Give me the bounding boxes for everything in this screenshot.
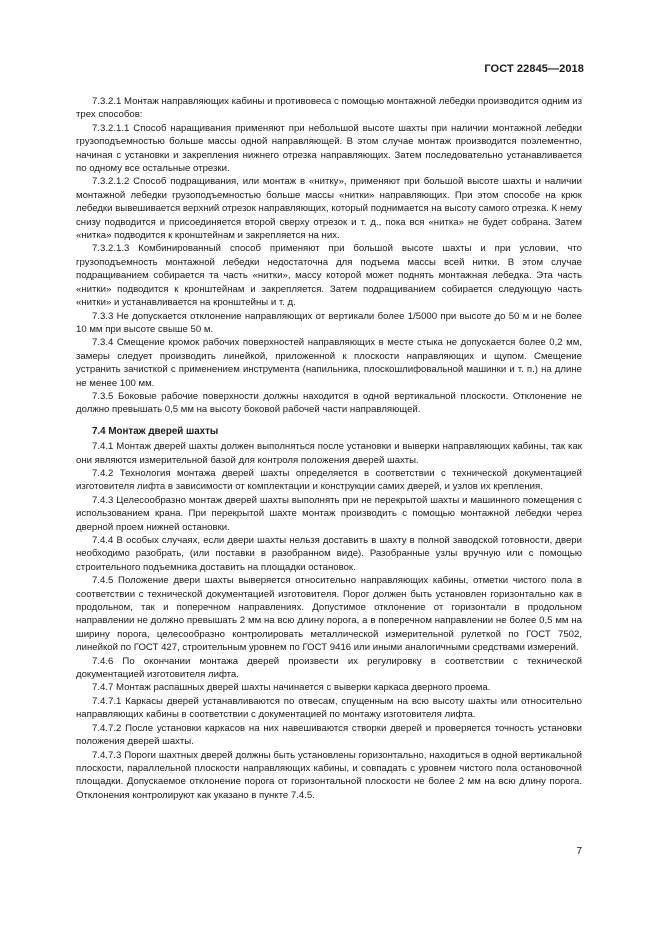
page-number: 7 [576, 846, 582, 857]
paragraph-7-3-2-1-1: 7.3.2.1.1 Способ наращивания применяют при небольшой высоте шахты при наличии монтажной лебедки грузоподъемностью больше массы одной направляющей. В этом случае монтаж производится поэлементно, начиная с установки и закрепления нижнего отрезка направляющих. Затем последовательно устанавливается по одному все остальные отрезки. [76, 122, 582, 175]
paragraph-7-4-7: 7.4.7 Монтаж распашных дверей шахты начинается с выверки каркаса дверного проема. [92, 682, 491, 694]
paragraph-7-4-7-1: 7.4.7.1 Каркасы дверей устанавливаются по отвесам, спущенным на всю высоту шахты или относительно направляющих кабины в соответствии с документацией по монтажу изготовителя лифта. [76, 695, 582, 721]
paragraph-7-3-4: 7.3.4 Смещение кромок рабочих поверхностей направляющих в месте стыка не допускается более 0,2 мм, замеры следует производить линейкой, приложенной к плоскости направляющих и щупом. Смещение устранить зачисткой с применением инструмента (напильника, плоскошлифовальной машинки и т. п.) на длине не менее 100 мм. [76, 337, 582, 389]
paragraph-7-3-5: 7.3.5 Боковые рабочие поверхности должны находится в одной вертикальной плоскости. Отклонение не должно превышать 0,5 мм на высоту боковой рабочей части направляющей. [76, 390, 582, 416]
paragraph-7-4-5: 7.4.5 Положение двери шахты выверяется относительно направляющих кабины, отметки чистого пола в соответствии с технической документацией изготовителя. Порог должен быть установлен горизонтально как в продольном, так и поперечном направлениях. Допустимое отклонение от горизонтали в продольном направлении не должно превышать 2 мм на всю длину порога, а в поперечном направлении не более 0,5 мм на ширину порога, целесообразно контролировать металлической измерительной рулеткой по ГОСТ 7502, линейкой по ГОСТ 427, строительным уровнем по ГОСТ 9416 или иными аналогичными средствами измерений. [76, 575, 582, 654]
paragraph-7-4-1: 7.4.1 Монтаж дверей шахты должен выполняться после установки и выверки направляющих кабины, так как они являются измерительной базой для контроля положения дверей шахты. [76, 441, 582, 466]
paragraph-7-4-7-3: 7.4.7.3 Пороги шахтных дверей должны быть установлены горизонтально, находиться в одной вертикальной плоскости, параллельной плоскости направляющих кабины, и совпадать с уровнем чистого пола остановочной площадки. Допускаемое отклонение порога от горизонтальной плоскости не более 2 мм на всю длину порога. Отклонения контролируют как указано в пункте 7.4.5. [76, 749, 582, 801]
page-content [76, 95, 582, 802]
paragraph-7-3-2-1: 7.3.2.1 Монтаж направляющих кабины и противовеса с помощью монтажной лебедки производится одним из трех способов: [76, 96, 582, 121]
section-heading-7-4: 7.4 Монтаж дверей шахты [92, 425, 219, 437]
paragraph-7-4-7-2: 7.4.7.2 После установки каркасов на них навешиваются створки дверей и проверяется точность установки положения дверей шахты. [76, 722, 582, 748]
paragraph-7-4-4: 7.4.4 В особых случаях, если двери шахты нельзя доставить в шахту в полной заводской готовности, двери необходимо разобрать, (или поставки в разобранном виде). Разобранные узлы вручную или с помощью строительного подъемника доставить на площадки остановок. [76, 535, 582, 573]
paragraph-7-4-3: 7.4.3 Целесообразно монтаж дверей шахты выполнять при не перекрытой шахты и машинного помещения с использованием крана. При перекрытой шахте монтаж производить с помощью монтажной лебедки через дверной проем нижней остановки. [76, 494, 582, 533]
document-code-header: ГОСТ 22845—2018 [484, 63, 584, 75]
paragraph-7-4-2: 7.4.2 Технология монтажа дверей шахты определяется в соответствии с технической документацией изготовителя лифта в зависимости от комплектации и конструкции самих дверей, и узлов их крепления. [76, 467, 582, 493]
paragraph-7-3-2-1-3: 7.3.2.1.3 Комбинированный способ применяют при большой высоте шахты и при условии, что грузоподъемность монтажной лебедки недостаточна для подъема массы всей нитки. В этом случае подращиванием собирается та часть «нитки», массу которой может поднять монтажная лебедка. Эта часть «нитки» подводится к кронштейнам и закрепляется. Затем подращиванием собирается следующую часть «нитки» и устанавливается на кронштейны и т. д. [76, 243, 582, 309]
paragraph-7-4-6: 7.4.6 По окончании монтажа дверей произвести их регулировку в соответствии с технической документацией изготовителя лифта. [76, 655, 582, 681]
paragraph-7-3-2-1-2: 7.3.2.1.2 Способ подращивания, или монтаж в «нитку», применяют при большой высоте шахты и наличии монтажной лебедки грузоподъемностью больше массы «нитки» направляющих. При этом способе на крюк лебедки вывешивается верхний отрезок направляющих, который поднимается на высоту самого отрезка. К нему снизу подводится и присоединяется второй сверху отрезок и т. д., пока вся «нитка» не будет собрана. Затем «нитка» подводится к кронштейнам и закрепляется на них. [76, 176, 582, 242]
paragraph-7-3-3: 7.3.3 Не допускается отклонение направляющих от вертикали более 1/5000 при высоте до 50 м и не более 10 мм при высоте свыше 50 м. [76, 310, 582, 335]
